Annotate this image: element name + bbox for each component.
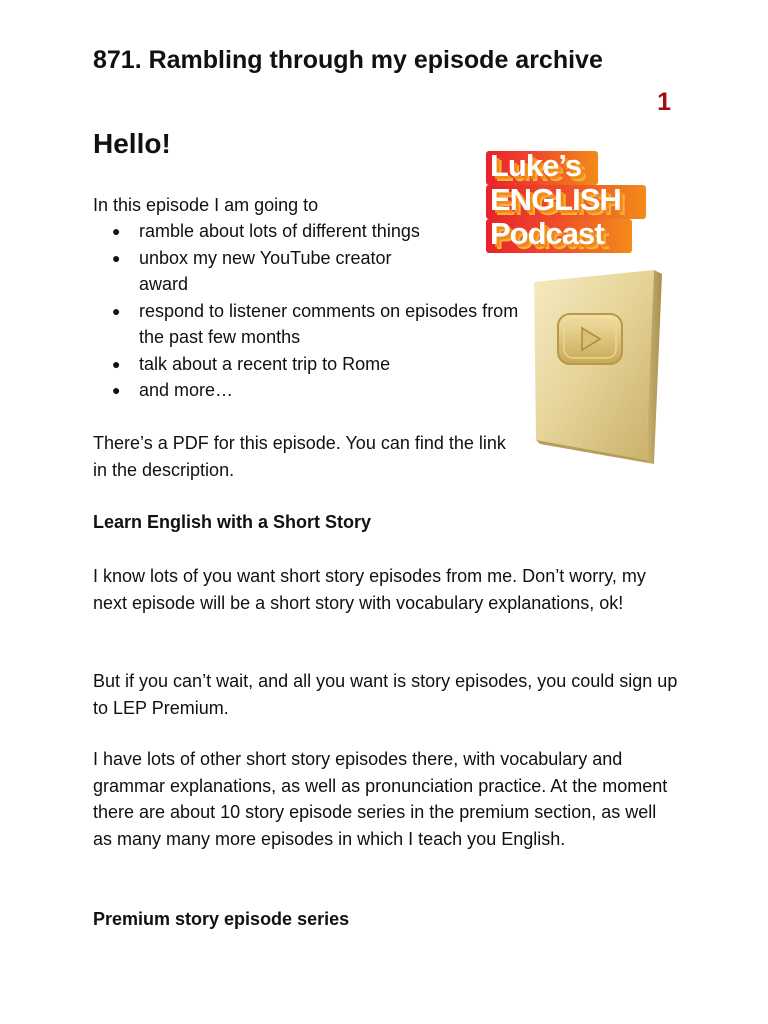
paragraph: I know lots of you want short story episodes from me. Don’t worry, my next episode will be a short story with vocabulary explanations, ok!	[93, 566, 646, 613]
paragraph: I have lots of other short story episodes there, with vocabulary and grammar explanations, as well as pronunciation practice. At the moment there are about 10 story episode series in the premium section, as well as many many more episodes in which I teach you English.	[93, 749, 668, 849]
greeting-heading: Hello!	[93, 128, 171, 159]
bullet-dot-icon: ●	[112, 355, 121, 372]
logo-line-2: ENGLISH	[490, 182, 621, 217]
bullet-dot-icon: ●	[112, 223, 121, 239]
list-item	[112, 377, 512, 404]
logo-line-1: Luke’s	[490, 148, 582, 183]
bullet-dot-icon: ●	[112, 302, 121, 319]
list-item-text: respond to listener comments on episodes from the past few months	[139, 300, 519, 347]
document-title: 871. Rambling through my episode archive	[93, 46, 603, 74]
list-item-text: unbox my new YouTube creator award	[139, 247, 392, 294]
podcast-logo	[484, 143, 674, 258]
list-item	[112, 245, 439, 298]
list-item	[112, 298, 539, 351]
page-number: 1	[657, 88, 671, 116]
pdf-note: There’s a PDF for this episode. You can find the link in the description.	[93, 433, 506, 480]
paragraph: But if you can’t wait, and all you want is story episodes, you could sign up to LEP Premium.	[93, 671, 678, 718]
logo-line-3: Podcast	[490, 216, 604, 251]
episode-bullet-list	[112, 218, 519, 404]
youtube-gold-creator-award-icon	[520, 262, 680, 467]
list-item	[112, 218, 512, 245]
list-item-text: and more…	[139, 380, 234, 400]
list-item-text: ramble about lots of different things	[139, 221, 420, 241]
section-heading-short-story: Learn English with a Short Story	[93, 512, 372, 532]
list-item-text: talk about a recent trip to Rome	[139, 353, 391, 374]
intro-text: In this episode I am going to	[93, 195, 319, 215]
bullet-dot-icon: ●	[112, 249, 121, 266]
bullet-dot-icon: ●	[112, 382, 121, 398]
list-item	[112, 351, 512, 378]
section-heading-premium-series: Premium story episode series	[93, 909, 350, 929]
